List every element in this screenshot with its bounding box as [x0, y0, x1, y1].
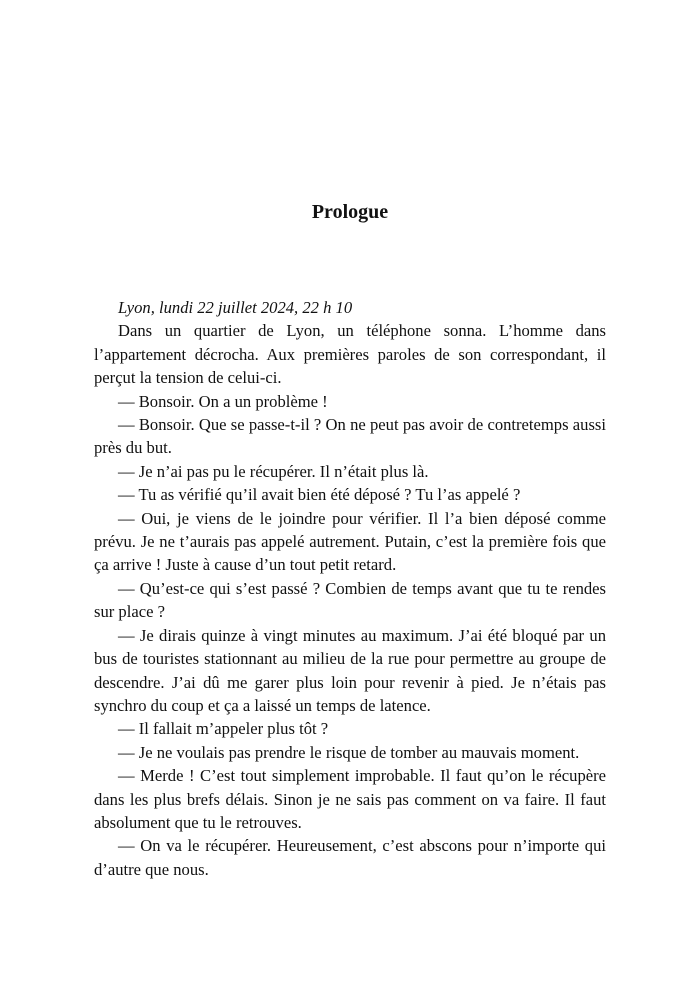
- chapter-body: [94, 296, 606, 881]
- paragraph-2: — Bonsoir. On a un problème !: [118, 391, 328, 411]
- paragraph-6: — Oui, je viens de le joindre pour vérifier. Il l’a bien déposé comme prévu. Je ne t’aurais pas appelé autrement. Putain, c’est la première fois que ça arrive ! Juste à cause d’un tout petit retard.: [94, 508, 606, 575]
- paragraph-3: — Bonsoir. Que se passe-t-il ? On ne peut pas avoir de contretemps aussi près du but.: [94, 415, 606, 458]
- dateline: Lyon, lundi 22 juillet 2024, 22 h 10: [118, 298, 353, 317]
- paragraph-11: — Merde ! C’est tout simplement improbable. Il faut qu’on le récupère dans les plus brefs délais. Sinon je ne sais pas comment on va faire. Il faut absolument que tu le retrouves.: [94, 766, 606, 832]
- paragraph-8: — Je dirais quinze à vingt minutes au maximum. J’ai été bloqué par un bus de touristes stationnant au milieu de la rue pour permettre au groupe de descendre. J’ai dû me garer plus loin pour revenir à pied. Je n’étais pas synchro du coup et ça a laissé un temps de latence.: [94, 625, 606, 715]
- chapter-title: Prologue: [311, 201, 389, 223]
- paragraph-12: — On va le récupérer. Heureusement, c’est abscons pour n’importe qui d’autre que nous.: [94, 836, 606, 879]
- paragraph-5: — Tu as vérifié qu’il avait bien été déposé ? Tu l’as appelé ?: [118, 485, 521, 505]
- paragraph-10: — Je ne voulais pas prendre le risque de tomber au mauvais moment.: [118, 742, 580, 762]
- paragraph-4: — Je n’ai pas pu le récupérer. Il n’était plus là.: [118, 461, 429, 481]
- paragraph-7: — Qu’est-ce qui s’est passé ? Combien de temps avant que tu te rendes sur place ?: [94, 578, 606, 622]
- paragraph-1: Dans un quartier de Lyon, un téléphone sonna. L’homme dans l’appartement décrocha. Aux premières paroles de son correspondant, il perçut la tension de celui-ci.: [94, 321, 606, 388]
- paragraph-9: — Il fallait m’appeler plus tôt ?: [118, 719, 329, 739]
